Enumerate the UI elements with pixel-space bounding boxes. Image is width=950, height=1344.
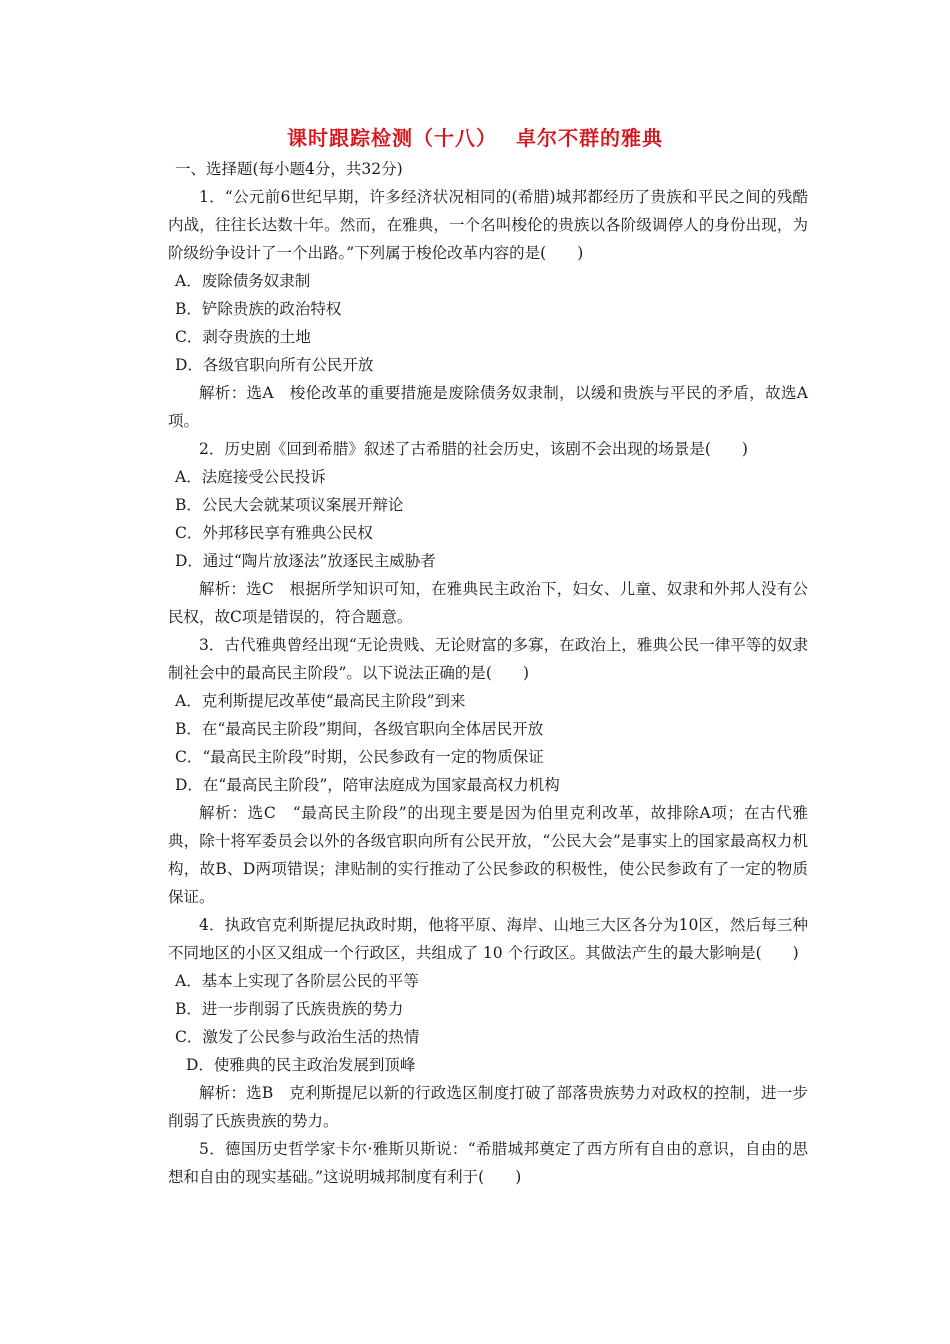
question-analysis: 解析：选A 梭伦改革的重要措施是废除债务奴隶制，以缓和贵族与平民的矛盾，故选A项。 [168, 384, 808, 430]
option-d: D．各级官职向所有公民开放 [175, 356, 374, 374]
question-analysis: 解析：选C 根据所学知识可知，在雅典民主政治下，妇女、儿童、奴隶和外邦人没有公民权，故C项是错误的，符合题意。 [168, 580, 808, 626]
question-stem: 1．“公元前6世纪早期，许多经济状况相同的(希腊)城邦都经历了贵族和平民之间的残酷内战，往往长达数十年。然而，在雅典，一个名叫梭伦的贵族以各阶级调停人的身份出现，为阶级纷争设计了一个出路。”下列属于梭伦改革内容的是( ) [168, 188, 808, 262]
question-5 [168, 1135, 808, 1191]
option-d: D．在“最高民主阶段”，陪审法庭成为国家最高权力机构 [175, 776, 560, 794]
option-a: A．基本上实现了各阶层公民的平等 [175, 972, 419, 990]
option-a: A．法庭接受公民投诉 [175, 468, 326, 486]
option-c: C．剥夺贵族的土地 [175, 328, 311, 346]
option-b: B．进一步削弱了氏族贵族的势力 [175, 1000, 404, 1018]
option-c: C．激发了公民参与政治生活的热情 [175, 1028, 420, 1046]
question-stem: 2．历史剧《回到希腊》叙述了古希腊的社会历史，该剧不会出现的场景是( ) [199, 440, 748, 458]
document-body [168, 155, 808, 1191]
option-b: B．公民大会就某项议案展开辩论 [175, 496, 404, 514]
question-1 [168, 183, 808, 435]
option-c: C．“最高民主阶段”时期，公民参政有一定的物质保证 [175, 748, 544, 766]
question-analysis: 解析：选B 克利斯提尼以新的行政选区制度打破了部落贵族势力对政权的控制，进一步削弱了氏族贵族的势力。 [168, 1084, 808, 1130]
option-a: A．废除债务奴隶制 [175, 272, 311, 290]
option-d: D．使雅典的民主政治发展到顶峰 [186, 1056, 416, 1074]
question-analysis: 解析：选C “最高民主阶段”的出现主要是因为伯里克利改革，故排除A项；在古代雅典，除十将军委员会以外的各级官职向所有公民开放，“公民大会”是事实上的国家最高权力机构，故B、D两项错误；津贴制的实行推动了公民参政的积极性，使公民参政有了一定的物质保证。 [168, 804, 808, 906]
section-heading: 一、选择题(每小题4分，共32分) [175, 160, 403, 178]
question-stem: 3．古代雅典曾经出现“无论贵贱、无论财富的多寡，在政治上，雅典公民一律平等的奴隶制社会中的最高民主阶段”。以下说法正确的是( ) [168, 636, 808, 682]
question-2 [168, 435, 808, 631]
page-title: 课时跟踪检测（十八） 卓尔不群的雅典 [287, 126, 663, 150]
option-b: B．在“最高民主阶段”期间，各级官职向全体居民开放 [175, 720, 544, 738]
option-c: C．外邦移民享有雅典公民权 [175, 524, 373, 542]
option-d: D．通过“陶片放逐法”放逐民主威胁者 [175, 552, 436, 570]
question-4 [168, 911, 808, 1135]
question-stem: 4．执政官克利斯提尼执政时期，他将平原、海岸、山地三大区各分为10区，然后每三种不同地区的小区又组成一个行政区，共组成了 10 个行政区。其做法产生的最大影响是( ) [168, 916, 808, 962]
question-3 [168, 631, 808, 911]
option-b: B．铲除贵族的政治特权 [175, 300, 342, 318]
question-stem: 5．德国历史哲学家卡尔·雅斯贝斯说：“希腊城邦奠定了西方所有自由的意识，自由的思想和自由的现实基础。”这说明城邦制度有利于( ) [168, 1140, 808, 1186]
option-a: A．克利斯提尼改革使“最高民主阶段”到来 [175, 692, 466, 710]
